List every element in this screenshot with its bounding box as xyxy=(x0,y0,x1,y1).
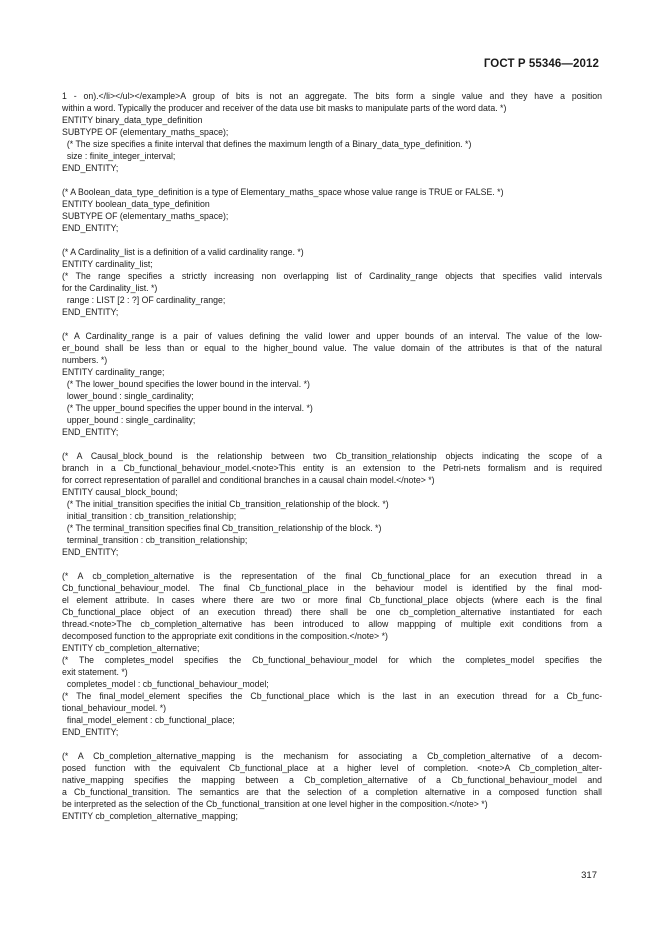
text-line: ENTITY cb_completion_alternative_mapping; xyxy=(62,811,238,821)
text-line: (* A Cardinality_range is a pair of values defining the valid lower and upper bounds of an interval. The value of the low- xyxy=(62,331,602,341)
text-line: ENTITY cb_completion_alternative; xyxy=(62,643,200,653)
text-line: branch in a Cb_functional_behaviour_model.<note>This entity is an extension to the Petri-nets formalism and is required xyxy=(62,463,602,473)
text-line: final_model_element : cb_functional_place; xyxy=(62,715,235,725)
text-line: initial_transition : cb_transition_relationship; xyxy=(62,511,237,521)
text-line: completes_model : cb_functional_behaviour_model; xyxy=(62,679,269,689)
text-line: (* The size specifies a finite interval that defines the maximum length of a Binary_data_type_definition. *) xyxy=(62,139,472,149)
text-line: ENTITY binary_data_type_definition xyxy=(62,115,203,125)
text-line: thread.<note>The cb_completion_alternative has been introduced to allow mappping of multiple exit conditions from a xyxy=(62,619,602,629)
text-line: (* A cb_completion_alternative is the representation of the final Cb_functional_place for an execution thread in a xyxy=(62,571,602,581)
text-block xyxy=(62,450,602,558)
text-line: (* A Causal_block_bound is the relationship between two Cb_transition_relationship objects indicating the scope of a xyxy=(62,451,602,461)
text-line: (* A Boolean_data_type_definition is a type of Elementary_maths_space whose value range is TRUE or FALSE. *) xyxy=(62,187,504,197)
text-block xyxy=(62,750,602,822)
text-line: within a word. Typically the producer and receiver of the data use bit masks to manipulate parts of the word data. *) xyxy=(62,103,507,113)
text-line: for the Cardinality_list. *) xyxy=(62,283,158,293)
text-line: a Cb_functional_transition. The semantics are that the selection of a completion alternative in a composed function shall xyxy=(62,787,602,797)
text-block xyxy=(62,90,602,174)
text-line: (* The lower_bound specifies the lower bound in the interval. *) xyxy=(62,379,310,389)
text-line: Cb_functional_behaviour_model. The final Cb_functional_place in the behaviour model is identified by the final mod- xyxy=(62,583,602,593)
document-body xyxy=(62,90,602,822)
text-line: ENTITY cardinality_list; xyxy=(62,259,153,269)
text-block xyxy=(62,246,602,318)
text-line: range : LIST [2 : ?] OF cardinality_range; xyxy=(62,295,226,305)
text-line: exit statement. *) xyxy=(62,667,128,677)
text-line: er_bound shall be less than or equal to the higher_bound value. The value domain of the attributes is that of the natural xyxy=(62,343,602,353)
text-line: 1 - on).</li></ul></example>A group of bits is not an aggregate. The bits form a single value and they have a position xyxy=(62,91,602,101)
paragraph-gap xyxy=(62,738,602,750)
text-line: (* The initial_transition specifies the initial Cb_transition_relationship of the block. *) xyxy=(62,499,389,509)
text-line: (* The terminal_transition specifies final Cb_transition_relationship of the block. *) xyxy=(62,523,382,533)
paragraph-gap xyxy=(62,558,602,570)
text-line: END_ENTITY; xyxy=(62,307,119,317)
text-line: (* The final_model_element specifies the Cb_functional_place which is the last in an execution thread for a Cb_func- xyxy=(62,691,602,701)
page-number: 317 xyxy=(581,870,597,881)
text-line: END_ENTITY; xyxy=(62,223,119,233)
text-line: END_ENTITY; xyxy=(62,547,119,557)
text-line: numbers. *) xyxy=(62,355,108,365)
text-line: (* The range specifies a strictly increasing non overlapping list of Cardinality_range objects that specifies valid intervals xyxy=(62,271,602,281)
text-line: be interpreted as the selection of the Cb_functional_transition at one level higher in the composition.</note> *) xyxy=(62,799,488,809)
text-line: ENTITY causal_block_bound; xyxy=(62,487,178,497)
text-line: (* A Cardinality_list is a definition of a valid cardinality range. *) xyxy=(62,247,304,257)
text-line: Cb_functional_place object of an execution thread) there shall be one cb_completion_alternative instantiated for each xyxy=(62,607,602,617)
document-header: ГОСТ Р 55346—2012 xyxy=(483,58,599,70)
paragraph-gap xyxy=(62,234,602,246)
text-line: ENTITY cardinality_range; xyxy=(62,367,165,377)
text-line: terminal_transition : cb_transition_relationship; xyxy=(62,535,248,545)
text-line: SUBTYPE OF (elementary_maths_space); xyxy=(62,211,229,221)
text-block xyxy=(62,330,602,438)
text-line: el element attribute. In cases where there are two or more final Cb_functional_place objects (where each is the final xyxy=(62,595,602,605)
text-block xyxy=(62,570,602,738)
text-line: END_ENTITY; xyxy=(62,163,119,173)
text-line: (* A Cb_completion_alternative_mapping is the mechanism for associating a Cb_completion_alternative of a decom- xyxy=(62,751,602,761)
text-line: decomposed function to the appropriate exit conditions in the composition.</note> *) xyxy=(62,631,388,641)
text-line: ENTITY boolean_data_type_definition xyxy=(62,199,210,209)
text-block xyxy=(62,186,602,234)
text-line: END_ENTITY; xyxy=(62,427,119,437)
text-line: SUBTYPE OF (elementary_maths_space); xyxy=(62,127,229,137)
text-line: native_mapping specifies the mapping between a Cb_completion_alternative of a Cb_functional_behaviour_model and xyxy=(62,775,602,785)
text-line: lower_bound : single_cardinality; xyxy=(62,391,194,401)
text-line: tional_behaviour_model. *) xyxy=(62,703,167,713)
paragraph-gap xyxy=(62,318,602,330)
paragraph-gap xyxy=(62,174,602,186)
text-line: for correct representation of parallel and conditional branches in a causal chain model.</note> *) xyxy=(62,475,435,485)
text-line: size : finite_integer_interval; xyxy=(62,151,176,161)
text-line: (* The upper_bound specifies the upper bound in the interval. *) xyxy=(62,403,313,413)
text-line: posed function with the equivalent Cb_functional_place at a higher level of completion. <note>A Cb_completion_alter- xyxy=(62,763,602,773)
text-line: (* The completes_model specifies the Cb_functional_behaviour_model for which the completes_model specifies the xyxy=(62,655,602,665)
text-line: END_ENTITY; xyxy=(62,727,119,737)
paragraph-gap xyxy=(62,438,602,450)
text-line: upper_bound : single_cardinality; xyxy=(62,415,196,425)
